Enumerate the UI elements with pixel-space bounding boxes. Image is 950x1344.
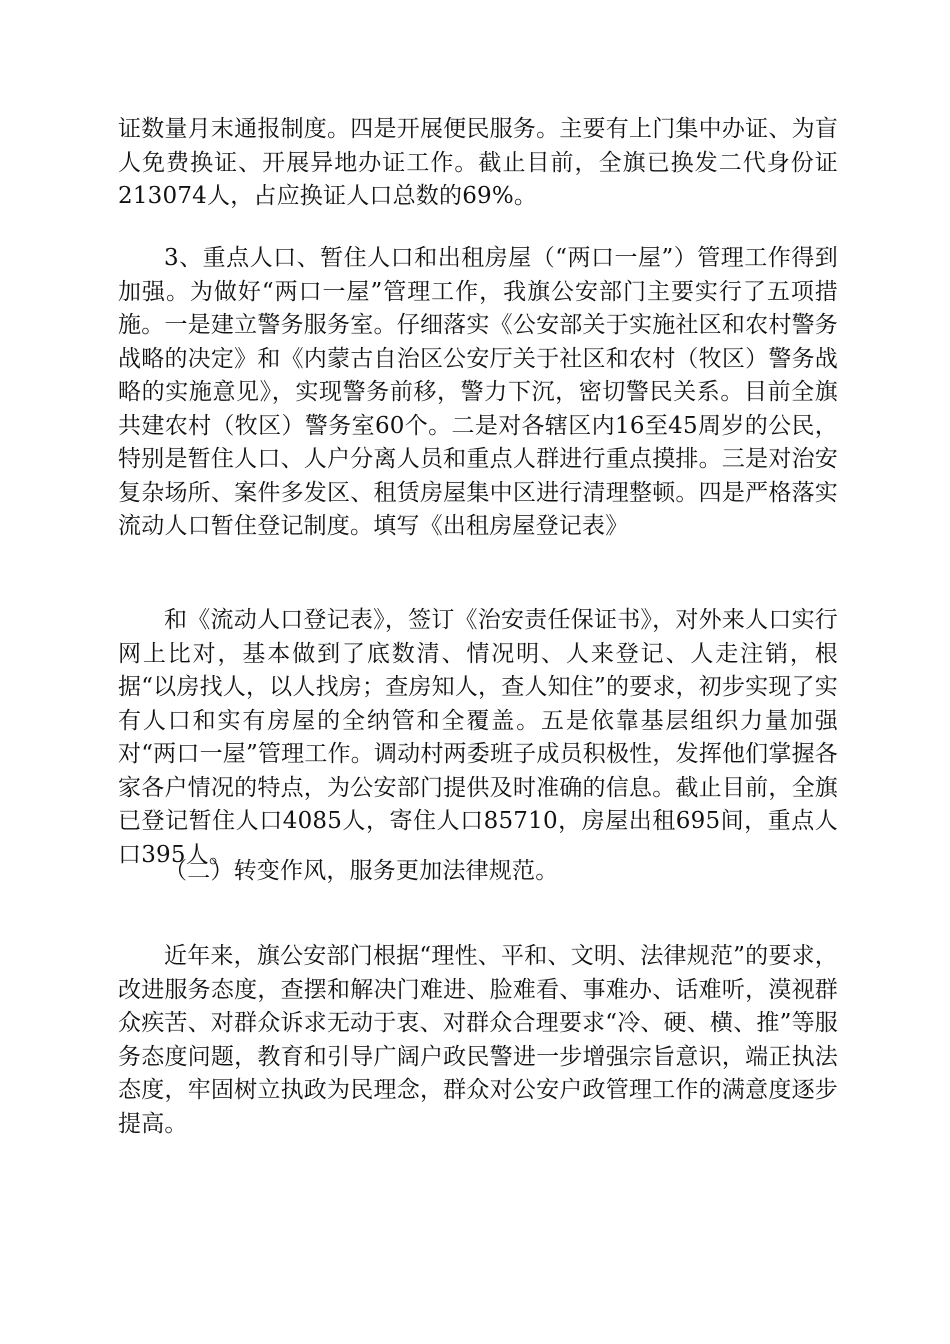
paragraph-service-attitude: 近年来，旗公安部门根据“理性、平和、文明、法律规范”的要求，改进服务态度，查摆和解决门难进、脸难看、事难办、话难听，漠视群众疾苦、对群众诉求无动于衷、对群众合理要求“冷、硬、横、推”等服务态度问题，教育和引导广阔户政民警进一步增强宗旨意识，端正执法态度，牢固树立执政为民理念，群众对公安户政管理工作的满意度逐步提高。 <box>118 943 838 1137</box>
paragraph-registration-results: 和《流动人口登记表》，签订《治安责任保证书》，对外来人口实行网上比对，基本做到了底数清、情况明、人来登记、人走注销，根据“以房找人，以人找房；查房知人，查人知住”的要求，初步实现了实有人口和实有房屋的全纳管和全覆盖。五是依靠基层组织力量加强对“两口一屋”管理工作。调动村两委班子成员积极性，发挥他们掌握各家各户情况的特点，为公安部门提供及时准确的信息。截止目前，全旗已登记暂住人口4085人，寄住人口85710，房屋出租695间，重点人口395人。 <box>118 607 838 868</box>
paragraph-id-card-continuation: 证数量月末通报制度。四是开展便民服务。主要有上门集中办证、为盲人免费换证、开展异地办证工作。截止目前，全旗已换发二代身份证213074人，占应换证人口总数的69%。 <box>118 116 838 209</box>
paragraph-population-housing-management: 3、重点人口、暂住人口和出租房屋（“两口一屋”）管理工作得到加强。为做好“两口一屋”管理工作，我旗公安部门主要实行了五项措施。一是建立警务服务室。仔细落实《公安部关于实施社区和农村警务战略的决定》和《内蒙古自治区公安厅关于社区和农村（牧区）警务战略的实施意见》，实现警务前移，警力下沉，密切警民关系。目前全旗共建农村（牧区）警务室60个。二是对各辖区内16至45周岁的公民，特别是暂住人口、人户分离人员和重点人群进行重点摸排。三是对治安复杂场所、案件多发区、租赁房屋集中区进行清理整顿。四是严格落实流动人口暂住登记制度。填写《出租房屋登记表》 <box>118 245 838 539</box>
section-heading-service-style: （二）转变作风，服务更加法律规范。 <box>164 858 559 884</box>
